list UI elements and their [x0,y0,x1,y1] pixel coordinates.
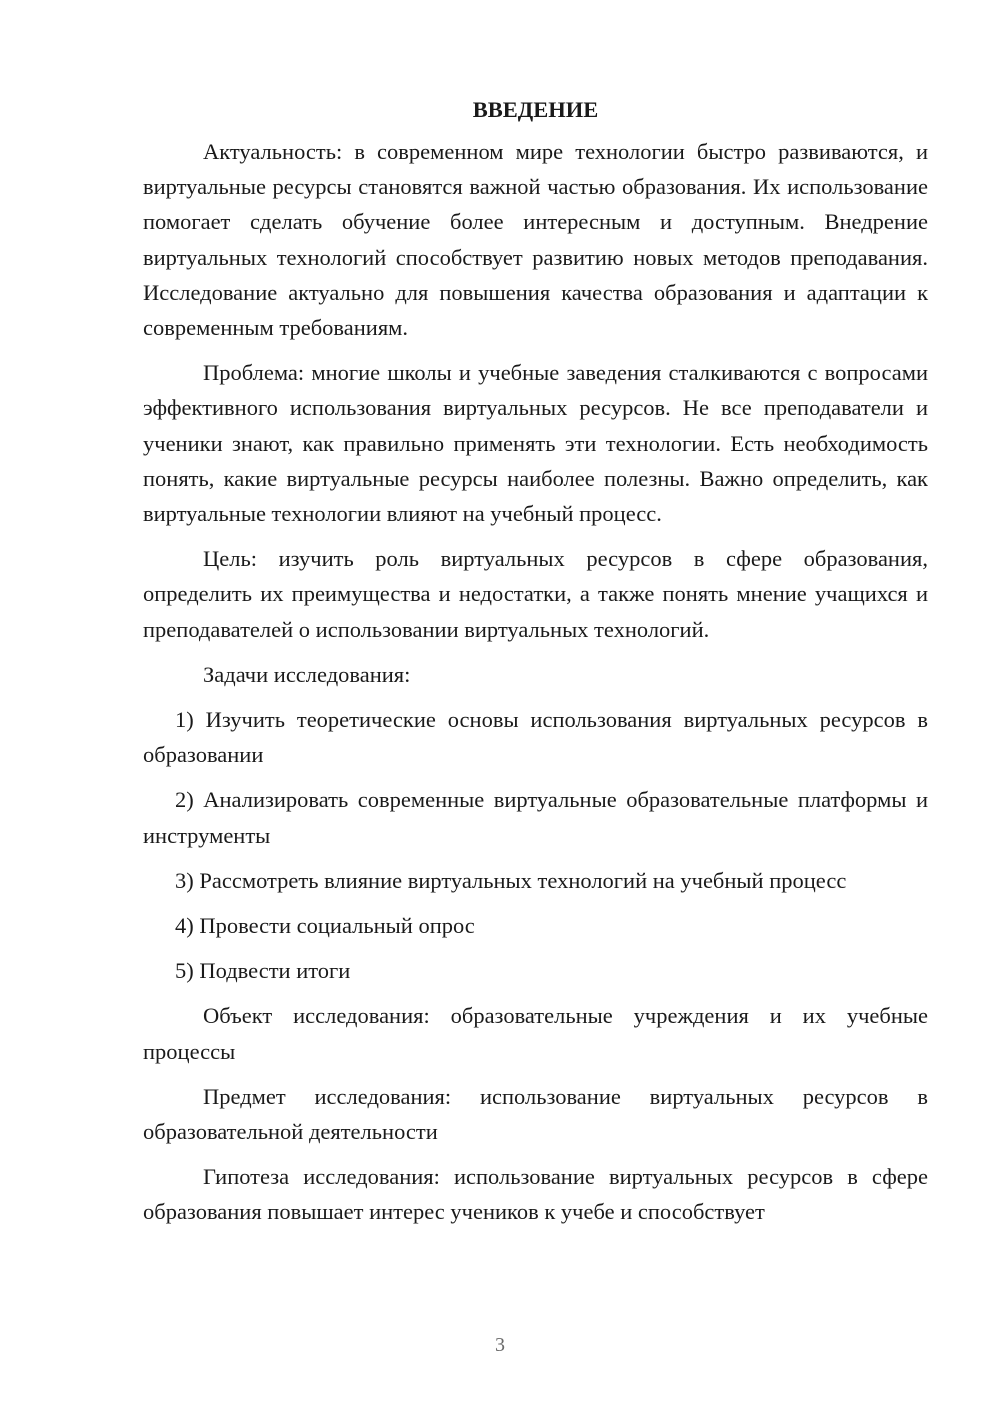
page-number: 3 [495,1334,505,1356]
paragraph-goal: Цель: изучить роль виртуальных ресурсов в сфере образования, определить их преимущества и недостатки, а также понять мнение учащихся и преподавателей о использовании виртуальных технологий. [143,546,928,642]
task-item: 5) Подвести итоги [175,958,351,984]
paragraph-problem: Проблема: многие школы и учебные заведения сталкиваются с вопросами эффективного использования виртуальных ресурсов. Не все преподаватели и ученики знают, как правильно применять эти технологии. Есть необходимость понять, какие виртуальные ресурсы наиболее полезны. Важно определить, как виртуальные технологии влияют на учебный процесс. [143,360,928,527]
section-title: ВВЕДЕНИЕ [472,97,599,122]
task-item: 4) Провести социальный опрос [175,913,475,939]
document-body [143,96,928,1230]
paragraph-object: Объект исследования: образовательные учреждения и их учебные процессы [143,1003,928,1064]
tasks-heading: Задачи исследования: [203,661,411,687]
paragraph-hypothesis: Гипотеза исследования: использование виртуальных ресурсов в сфере образования повышает интерес учеников к учебе и способствует [143,1164,928,1225]
task-item: 1) Изучить теоретические основы использования виртуальных ресурсов в образовании [143,707,928,768]
task-item: 2) Анализировать современные виртуальные образовательные платформы и инструменты [143,787,928,848]
task-item: 3) Рассмотреть влияние виртуальных технологий на учебный процесс [175,867,847,893]
paragraph-relevance: Актуальность: в современном мире технологии быстро развиваются, и виртуальные ресурсы становятся важной частью образования. Их использование помогает сделать обучение более интересным и доступным. Внедрение виртуальных технологий способствует развитию новых методов преподавания. Исследование актуально для повышения качества образования и адаптации к современным требованиям. [143,139,928,341]
paragraph-subject: Предмет исследования: использование виртуальных ресурсов в образовательной деятельности [143,1083,928,1145]
